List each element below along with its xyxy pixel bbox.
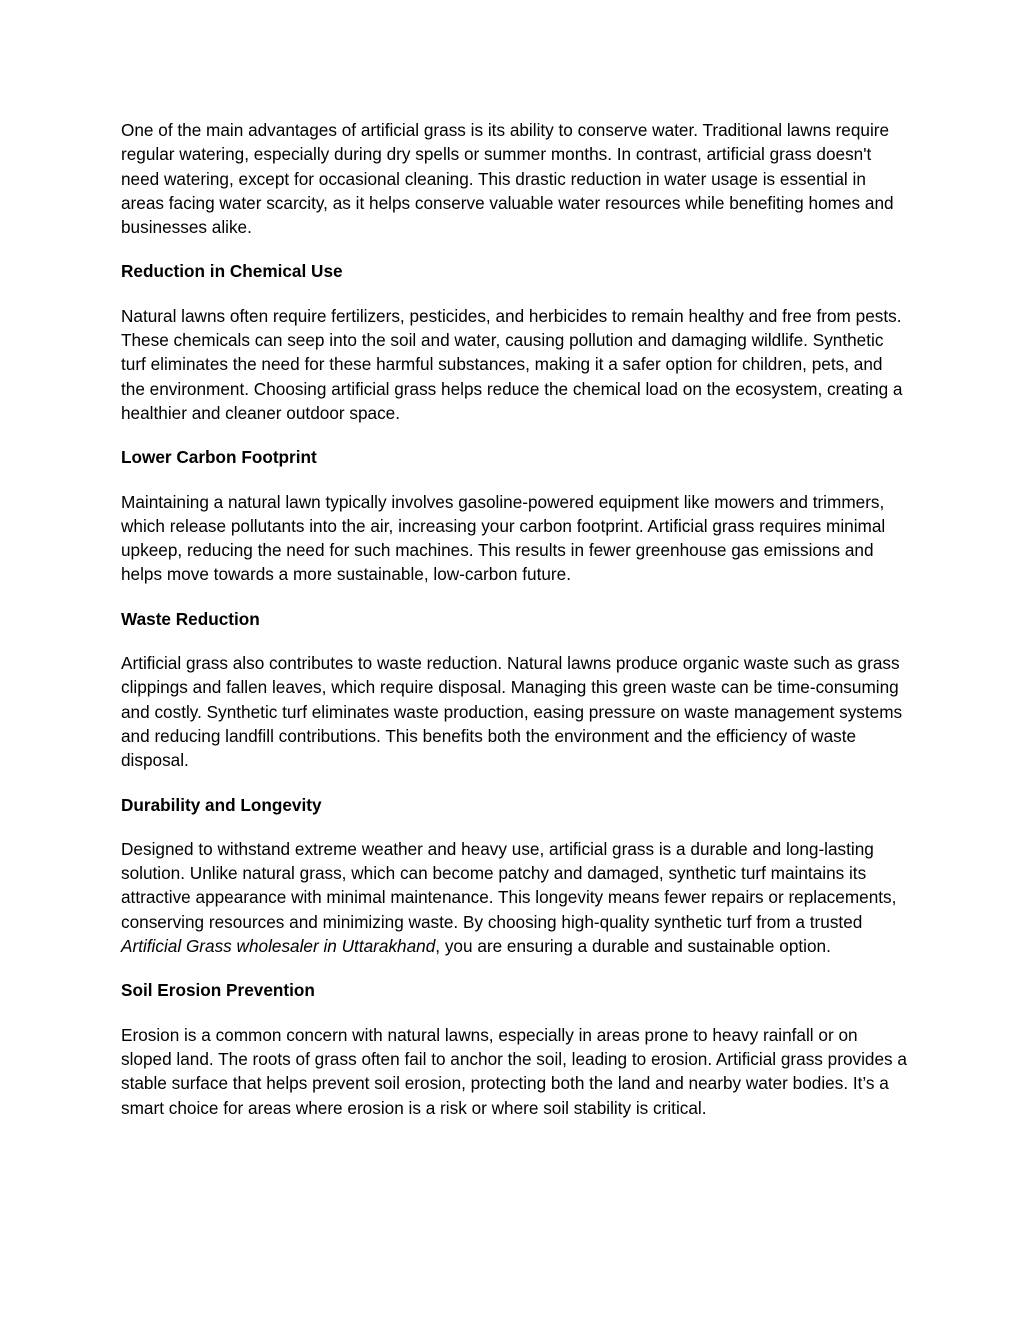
- section-heading-durability: Durability and Longevity: [121, 794, 322, 815]
- section-heading-soil-erosion: Soil Erosion Prevention: [121, 980, 315, 1001]
- section-body-waste-reduction: Artificial grass also contributes to waste reduction. Natural lawns produce organic waste such as grass clippings and fallen leaves, which require disposal. Managing this green waste can be time-consuming and costly. Synthetic turf eliminates waste production, easing pressure on waste management systems and reducing landfill contributions. This benefits both the environment and the efficiency of waste disposal.: [121, 653, 903, 771]
- section-body-chemical-use: Natural lawns often require fertilizers, pesticides, and herbicides to remain healthy and free from pests. These chemicals can seep into the soil and water, causing pollution and damaging wildlife. Synthetic turf eliminates the need for these harmful substances, making it a safer option for children, pets, and the environment. Choosing artificial grass helps reduce the chemical load on the ecosystem, creating a healthier and cleaner outdoor space.: [121, 305, 903, 423]
- durability-text-start: Designed to withstand extreme weather and heavy use, artificial grass is a durable and long-lasting solution. Unlike natural grass, which can become patchy and damaged, synthetic turf maintains its attractive appearance with minimal maintenance. This longevity means fewer repairs or replacements, conserving resources and minimizing waste. By choosing high-quality synthetic turf from a trusted: [121, 838, 897, 932]
- section-body-carbon-footprint: Maintaining a natural lawn typically involves gasoline-powered equipment like mowers and trimmers, which release pollutants into the air, increasing your carbon footprint. Artificial grass requires minimal upkeep, reducing the need for such machines. This results in fewer greenhouse gas emissions and helps move towards a more sustainable, low-carbon future.: [121, 491, 886, 585]
- durability-text-end: , you are ensuring a durable and sustainable option.: [435, 936, 831, 957]
- section-heading-carbon-footprint: Lower Carbon Footprint: [121, 447, 317, 468]
- wholesaler-emphasis: Artificial Grass wholesaler in Uttarakhand: [121, 936, 436, 957]
- section-body-soil-erosion: Erosion is a common concern with natural lawns, especially in areas prone to heavy rainfall or on sloped land. The roots of grass often fail to anchor the soil, leading to erosion. Artificial grass provides a stable surface that helps prevent soil erosion, protecting both the land and nearby water bodies. It’s a smart choice for areas where erosion is a risk or where soil stability is critical.: [121, 1024, 907, 1118]
- section-heading-waste-reduction: Waste Reduction: [121, 608, 260, 629]
- section-heading-chemical-use: Reduction in Chemical Use: [121, 261, 343, 282]
- document-page: [121, 118, 911, 1140]
- intro-paragraph: One of the main advantages of artificial grass is its ability to conserve water. Traditional lawns require regular watering, especially during dry spells or summer months. In contrast, artificial grass doesn't need watering, except for occasional cleaning. This drastic reduction in water usage is essential in areas facing water scarcity, as it helps conserve valuable water resources while benefiting homes and businesses alike.: [121, 120, 894, 238]
- section-body-durability: [121, 837, 911, 958]
